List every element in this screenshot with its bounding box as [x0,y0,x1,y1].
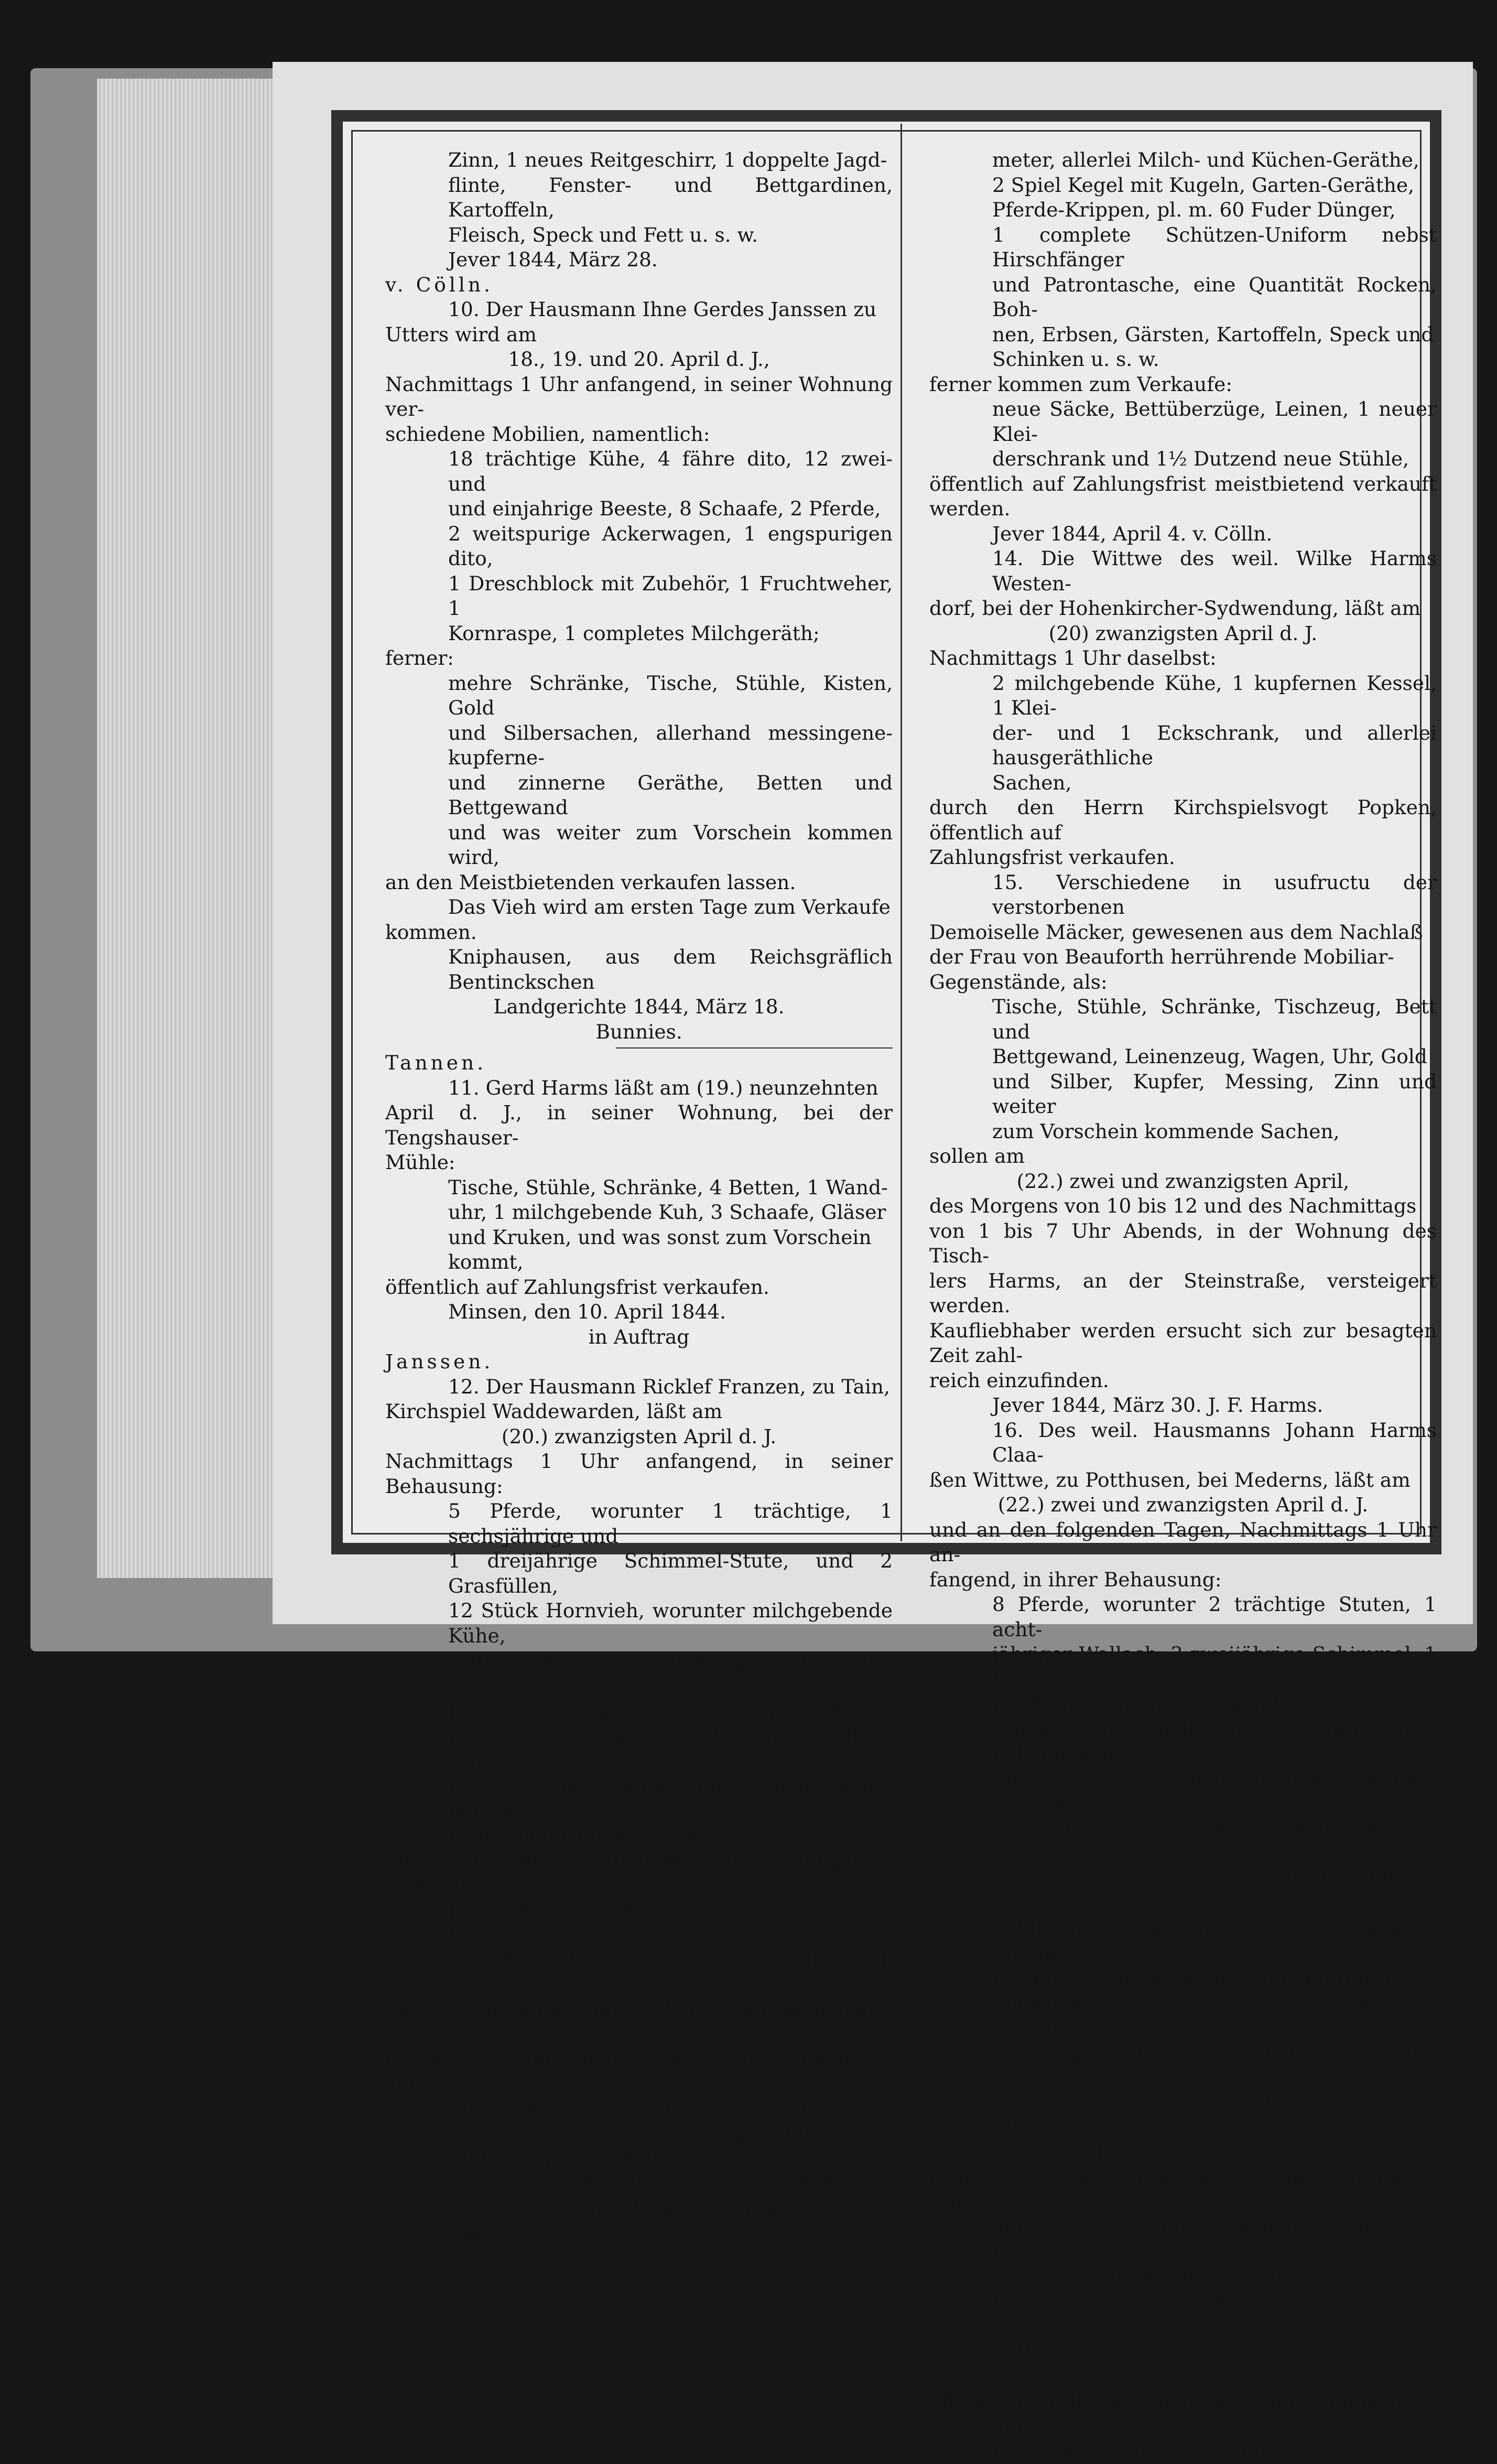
text-line: ferner: Schränke, worunter 1 Comtoirschrank, 1 Bud- [929,2165,1437,2213]
text-line: Kaufliebhaber werden ersucht sich zur besagten Zeit zahl- [929,1319,1437,1367]
text-line: Jever 1844, März 30. J. F. Harms. [992,1393,1324,1417]
text-line: Nachmittags 1 Uhr anfangend, in seiner Behausung: [385,1450,893,1498]
text-line: Janssen. [385,1350,494,1373]
text-line: Mullschleppe, 1 Mullkette, Bau- und Damm- [448,2147,889,2170]
text-line: 1 dreijährige Schimmel-Stute, und 2 Grasfüllen, [448,1549,893,1597]
text-line: Utters wird am [385,322,537,346]
text-line: ner Temmling, und 1 Grasfüllen, circa 20 [992,1692,1403,1715]
text-line: Schinken u. s. w. [992,348,1159,371]
text-line: 8 Pferde, worunter 2 trächtige Stuten, 1 acht- [992,1593,1437,1641]
text-line: und zinnerne Geräthe, Betten und Bettgewand [448,771,893,819]
text-line: kommen. [385,920,477,944]
text-line: 14. Die Wittwe des weil. Wilke Harms Westen- [992,547,1437,595]
text-line: Pferde-Krippen, pl. m. 60 Fuder Dünger, [992,198,1396,221]
text-line: (22.) zwei und zwanzigsten April, [1016,1169,1350,1193]
text-line: Jungvieh, 1 Wagen, 1 Pflug, 1 Egde, 1 Käse- [448,1699,885,1722]
text-line: der- und 1 Eckschrank, und allerlei hausgeräthliche [992,721,1437,769]
text-line: derschrank und 1½ Dutzend neue Stühle, [992,447,1409,470]
text-line: flinte, Fenster- und Bettgardinen, Kartoffeln, [448,173,893,221]
text-line: und ohne Lämmer, Wagen, Egde, Pflüge, 1 [448,2122,872,2145]
text-line: öffentlich auf Zahlungsfrist verkaufen. [385,1275,769,1299]
text-line: 12 Stück Hornvieh, worunter milchgebende Kühe, [448,1599,893,1647]
text-line: kommt, [448,1250,524,1273]
text-line: 1 Lit de camp. mit Behang, Betten mit Zu- [992,2265,1413,2288]
text-line: Nachmittags 1 Uhr daselbst: [929,646,1217,669]
text-line: lers Harms, an der Steinstraße, versteigert werden. [929,1269,1437,1317]
text-line: Pferde, Kühe, circa 30 Stück Schaafe mit [448,2097,859,2120]
text-line: Gastwirths Lübbe Thaden Janßen, zum Blumen- [385,2047,863,2070]
text-line: v. Cölln. [385,273,493,296]
text-line: schiedene Mobilien, namentlich: [385,422,710,446]
text-line: der Frau von Beauforth herrührende Mobiliar- [929,945,1394,968]
text-line: 1 complete Schützen-Uniform nebst Hirschfänger [992,223,1437,271]
text-line: Landgerichte 1844, März 18. [493,995,785,1018]
text-line: kohl: [385,2072,435,2095]
section-rule [616,1047,893,1049]
text-line: uhr, 1 milchgebende Kuh, 3 Schaafe, Gläser [448,1201,886,1224]
text-line: an den Meistbietenden verkaufen lassen. [385,870,796,894]
text-line: Geräthe aller Art u. s. w. [992,2141,1237,2164]
text-line: reich einzufinden. [929,1368,1109,1392]
text-line: meter, allerlei Milch- und Küchen-Geräthe, [992,148,1419,171]
text-line: Jever 1844, April 4. v. Cölln. [992,522,1273,545]
text-line: presse, Milchballien und Eimer, Hilhoz, Damm- [448,1723,893,1771]
text-line: Kornraspe, allerlei Pferde-Geschirr und Acker- [992,2041,1437,2089]
text-line: Tannen. [385,1051,487,1074]
text-line: (20) zwanzigsten April d. J. [1048,621,1318,645]
text-line: sollen am [929,1144,1025,1168]
text-line: Demoiselle Mäcker, gewesenen aus dem Nachlaß [929,920,1423,944]
text-line: 2 milchgebende Kühe, 1 kupfernen Kessel, 1 Klei- [992,671,1437,719]
text-line: Kniphausen, aus dem Reichsgräflich Bentinckschen [448,945,893,993]
text-line: Gegenstände, als: [929,970,1108,993]
text-line: nen, Erbsen, Gärsten, Kartoffeln, Speck und [992,322,1434,346]
text-line: 2 Spiel Kegel mit Kugeln, Garten-Geräthe, [992,173,1415,197]
text-line: Fett, so wie verschiedene sonstige Gegenstände, [992,2340,1437,2388]
text-line: und an den folgenden Tagen, Nachmittags 1 Uhr an- [929,1518,1437,1566]
text-line: Das Vieh wird am ersten Tage zum Verkaufe [448,895,891,918]
text-line: Kisten, 1 Schneidelade, Pferdegeschirr, 1 Baro- [448,2197,893,2245]
text-line: Holz, Tische, Stühle, ledige Fäßer, Koffer, [448,2171,862,2195]
text-line: zum Vorschein kommende Sachen, [992,1119,1340,1143]
text-line: behör, Kisten, Zinn, Kupfer, Eisen, Blech, Speck [992,2290,1437,2338]
text-line: 10. Der Hausmann Ihne Gerdes Janssen zu [448,298,877,321]
text-line: und Silbersachen, allerhand messingene- kupferne- [448,721,893,769]
text-line: hecken, und Dammpfähle, auch einige hausgeräth- [448,1773,893,1821]
text-line: öffentlich an die Meistbietenden auf Zahlungsfrist verkaufen. [385,1848,893,1896]
text-line: Minsen, den 10. April 1844. [448,1300,726,1323]
text-line: 5 Pferde, worunter 1 trächtige, 1 sechsjährige und [448,1499,893,1548]
left-column [385,148,893,2246]
text-line: 1 Korbwagen, 1 Wagenaufsatz, Pflüge, Egden, 1 [992,1866,1437,1915]
text-line: neue Säcke, Bettüberzüge, Leinen, 1 neuer Klei- [992,397,1437,446]
text-line: durch den Herrn Kirchspielsvogt Popken, öffentlich auf [929,796,1437,844]
text-line: liche Gegenstände u. s. w. [448,1823,708,1846]
text-line: (22.) zwei und zwanzigsten April d. J. [997,1493,1369,1516]
page-edges [97,79,286,1578]
text-line: Jever 1844, April 4. v. Cölln. [992,2439,1273,2462]
text-line: 12. Der Hausmann Ricklef Franzen, zu Tain, [448,1375,890,1398]
text-line: fangend, in ihrer Behausung: [929,1568,1222,1591]
text-line: und Kruken, und was sonst zum Vorschein [448,1225,872,1249]
text-line: 15. Verschiedene in usufructu der verstorbenen [992,870,1437,918]
text-line: 18 trächtige Kühe, 4 fähre dito, 12 zwei- und [448,447,893,495]
text-line: delei, Tische, Stühle, Spiegeln, 1 halbkastig Uhr, [992,2215,1437,2263]
text-line: Nachmittags 1 Uhr anfangend, in seiner Wohnung ver- [385,372,893,420]
text-line: Schweinekofen, 1 Grützquerne, 1 Fruchtweher, 1 [992,1991,1437,2039]
text-line: Zinn, 1 neues Reitgeschirr, 1 doppelte Jagd- [448,148,887,171]
text-line: öffentlich auf Zahlungsfrist meistbietend verkauft werden. [929,472,1437,520]
text-line: 1 Dreschblock mit Zubehör, 1 Fruchtweher, 1 [448,571,893,620]
text-line: 16. Des weil. Hausmanns Johann Harms Claa- [992,1418,1437,1466]
text-line: Kirchspiel Waddewarden, läßt am [385,1400,723,1423]
text-line: und was weiter zum Vorschein kommen wird, [448,820,893,869]
text-line: Jever 1844, März 28. [448,248,658,271]
text-line: und Patrontasche, eine Quantität Rocken, Boh- [992,273,1437,321]
text-line: 13. Am (20.) zwanzigsten April d. J. Nachmit- [448,1948,893,1996]
text-line: Sachen, [992,771,1072,794]
text-line: dorf, bei der Hohenkircher-Sydwendung, läßt am [929,597,1421,620]
text-line: 11. Gerd Harms läßt am (19.) neunzehnten [448,1076,878,1099]
text-line: (20.) zwanzigsten April d. J. [501,1424,777,1448]
text-line: des Morgens von 10 bis 12 und des Nachmittags [929,1194,1417,1217]
text-line: Zahlungsfrist verkaufen. [929,846,1175,869]
text-line: öffentlich an die Meistbietenden auf Zahlungsfrist verkaufen. [929,2390,1437,2438]
text-line: Schlitten mit Kasten, 1 Schneidelade, 1 Mullbrett, [992,1916,1437,1964]
text-line: Tische, Stühle, Schränke, Tischzeug, Bett und [992,995,1437,1043]
text-line: und Silber, Kupfer, Messing, Zinn und weiter [992,1069,1437,1118]
text-line: Kühe, 4 fähre Kühe, Jungvieh, Kälber, Schaafe, [992,1767,1437,1815]
text-line: 18., 19. und 20. April d. J., [508,348,770,371]
text-line: ferner kommen zum Verkaufe: [929,372,1232,396]
text-line: mehre Schränke, Tische, Stühle, Kisten, Gold [448,671,893,719]
right-column [929,148,1437,2464]
text-line: jähriger Wallach, 3 zweijährige Schimmel, 1 brau- [992,1642,1437,1691]
text-line: April d. J., in seiner Wohnung, bei der Tengshauser- [385,1101,893,1149]
text-line: in Auftrag [588,1325,690,1348]
text-line: Bettgewand, Leinenzeug, Wagen, Uhr, Gold [992,1045,1427,1068]
text-line: Stück, zum Theil junge schwarzbunte milchgebende [992,1717,1437,1765]
text-line: mit Kette, Kuh- Kopf- und Hals-Ketten, 1 [992,1966,1395,1990]
text-line: Jever 1844, April 4. [448,1898,643,1921]
text-line: Mühle: [385,1151,455,1174]
text-line: v. Cölln. [385,1922,493,1946]
text-line: 2 weitspurige Ackerwagen, 1 engspurigen dito, [448,522,893,570]
text-line: von 1 bis 7 Uhr Abends, in der Wohnung des Tisch- [929,1219,1437,1267]
text-line: Bunnies. [595,1020,682,1043]
text-line: Kornraspe, 1 completes Milchgeräth; [448,621,820,645]
text-line: Tische, Stühle, Schränke, 4 Betten, 1 Wand- [448,1175,888,1199]
text-line: Fleisch, Speck und Fett u. s. w. [448,223,758,246]
text-line: ßen Wittwe, zu Potthusen, bei Mederns, läßt am [929,1468,1411,1492]
text-line: und einjahrige Beeste, 8 Schaafe, 2 Pferde, [448,497,881,520]
text-line: zeitige Beeste, 1 einjähriger Stier und sonstiges [448,1649,893,1697]
text-line: tags 1 Uhr anfangend, sollen in der Behausung des [385,1997,893,2046]
text-line: Geräthe, Rollbäume und Dammhecken, Milch- [992,2091,1437,2139]
column-divider [901,124,902,1541]
text-line: 2 Mutterschweine mit Ferkeln, Wagen, worunter [992,1817,1437,1865]
text-line: ferner: [385,646,454,669]
